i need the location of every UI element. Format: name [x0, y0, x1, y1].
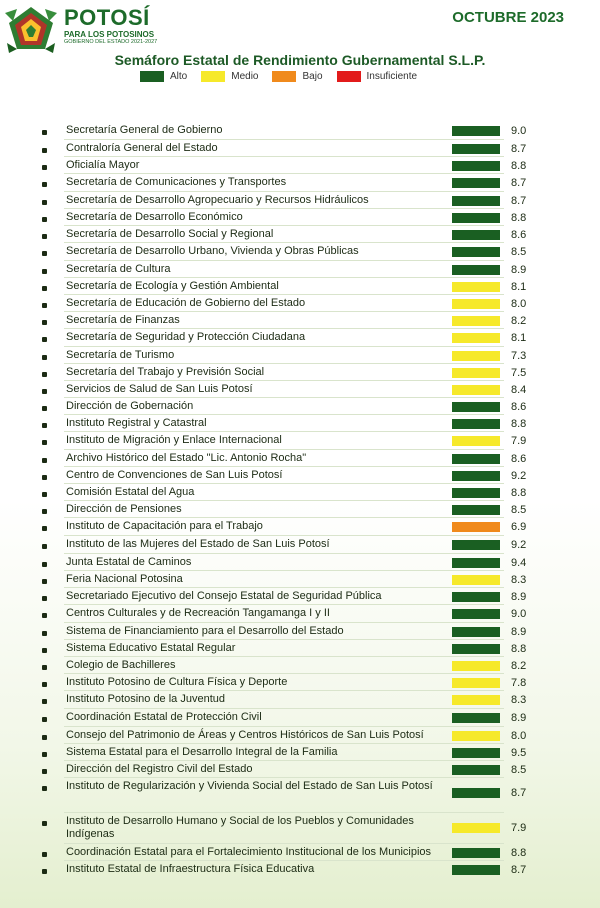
bullet-icon — [42, 355, 47, 360]
row-divider — [64, 726, 504, 727]
agency-name: Secretaría de Cultura — [66, 263, 171, 275]
agency-name: Instituto de Capacitación para el Trabajo — [66, 520, 263, 532]
row-divider — [64, 242, 504, 243]
row-divider — [64, 260, 504, 261]
performance-bar — [452, 454, 500, 464]
row-divider — [64, 208, 504, 209]
performance-bar — [452, 161, 500, 171]
row-divider — [64, 466, 504, 467]
bullet-icon — [42, 665, 47, 670]
performance-bar — [452, 865, 500, 875]
score-value: 9.2 — [511, 539, 527, 551]
bullet-icon — [42, 769, 47, 774]
row-divider — [64, 812, 504, 813]
score-value: 8.7 — [511, 177, 527, 189]
row-divider — [64, 743, 504, 744]
performance-bar — [452, 661, 500, 671]
score-value: 8.2 — [511, 660, 527, 672]
performance-bar — [452, 471, 500, 481]
agency-name: Secretaría de Finanzas — [66, 314, 180, 326]
agency-name: Sistema de Financiamiento para el Desarrollo del Estado — [66, 625, 344, 637]
performance-bar — [452, 196, 500, 206]
row-divider — [64, 517, 504, 518]
bullet-icon — [42, 786, 47, 791]
bullet-icon — [42, 752, 47, 757]
row-divider — [64, 225, 504, 226]
row-divider — [64, 604, 504, 605]
agency-name: Secretaría de Desarrollo Agropecuario y Recursos Hidráulicos — [66, 194, 369, 206]
bullet-icon — [42, 596, 47, 601]
agency-name: Secretaría General de Gobierno — [66, 124, 223, 136]
bullet-icon — [42, 821, 47, 826]
score-value: 8.0 — [511, 298, 527, 310]
row-divider — [64, 860, 504, 861]
bullet-icon — [42, 717, 47, 722]
agency-name: Secretaría de Comunicaciones y Transportes — [66, 176, 287, 188]
performance-bar — [452, 282, 500, 292]
agency-name: Oficialía Mayor — [66, 159, 140, 171]
score-value: 8.3 — [511, 574, 527, 586]
agency-name: Secretaría del Trabajo y Previsión Social — [66, 366, 265, 378]
performance-bar — [452, 333, 500, 343]
row-divider — [64, 500, 504, 501]
row-divider — [64, 294, 504, 295]
row-divider — [64, 622, 504, 623]
bullet-icon — [42, 631, 47, 636]
row-divider — [64, 483, 504, 484]
bullet-icon — [42, 406, 47, 411]
performance-bar — [452, 592, 500, 602]
agency-name: Instituto de Migración y Enlace Internacional — [66, 434, 282, 446]
agency-name: Secretaría de Desarrollo Económico — [66, 211, 243, 223]
row-divider — [64, 363, 504, 364]
row-divider — [64, 639, 504, 640]
performance-bar — [452, 213, 500, 223]
score-value: 7.5 — [511, 367, 527, 379]
row-divider — [64, 673, 504, 674]
bullet-icon — [42, 200, 47, 205]
agency-name: Archivo Histórico del Estado "Lic. Antonio Rocha" — [66, 452, 307, 464]
performance-bar — [452, 436, 500, 446]
bullet-icon — [42, 286, 47, 291]
bullet-icon — [42, 320, 47, 325]
performance-bar — [452, 144, 500, 154]
performance-bar — [452, 419, 500, 429]
agency-name: Coordinación Estatal de Protección Civil — [66, 711, 262, 723]
bullet-icon — [42, 544, 47, 549]
agency-name: Contraloría General del Estado — [66, 142, 218, 154]
row-divider — [64, 777, 504, 778]
agency-name: Consejo del Patrimonio de Áreas y Centros Históricos de San Luis Potosí — [66, 729, 424, 741]
performance-bar — [452, 823, 500, 833]
bullet-icon — [42, 526, 47, 531]
agency-name: Secretaría de Turismo — [66, 349, 175, 361]
agency-name: Centros Culturales y de Recreación Tangamanga I y II — [66, 607, 330, 619]
bullet-icon — [42, 852, 47, 857]
performance-bar — [452, 522, 500, 532]
performance-bar — [452, 351, 500, 361]
performance-bar — [452, 644, 500, 654]
performance-bar — [452, 558, 500, 568]
performance-bar — [452, 609, 500, 619]
performance-bar — [452, 265, 500, 275]
agency-name: Servicios de Salud de San Luis Potosí — [66, 383, 253, 395]
row-divider — [64, 553, 504, 554]
bullet-icon — [42, 735, 47, 740]
agency-name: Dirección del Registro Civil del Estado — [66, 763, 253, 775]
performance-bar — [452, 316, 500, 326]
performance-bar — [452, 765, 500, 775]
bullet-icon — [42, 509, 47, 514]
row-divider — [64, 708, 504, 709]
performance-bar — [452, 402, 500, 412]
row-divider — [64, 535, 504, 536]
performance-bar — [452, 299, 500, 309]
performance-bar — [452, 178, 500, 188]
legend-label-bajo: Bajo — [302, 71, 323, 82]
bullet-icon — [42, 562, 47, 567]
agency-name: Instituto Estatal de Infraestructura Física Educativa — [66, 863, 315, 875]
row-divider — [64, 760, 504, 761]
score-value: 8.8 — [511, 160, 527, 172]
agency-name: Secretariado Ejecutivo del Consejo Estatal de Seguridad Pública — [66, 590, 382, 602]
score-value: 8.6 — [511, 453, 527, 465]
score-value: 8.5 — [511, 764, 527, 776]
score-value: 8.9 — [511, 591, 527, 603]
row-divider — [64, 380, 504, 381]
score-value: 8.1 — [511, 281, 527, 293]
row-divider — [64, 656, 504, 657]
bullet-icon — [42, 337, 47, 342]
bullet-icon — [42, 165, 47, 170]
bullet-icon — [42, 389, 47, 394]
bullet-icon — [42, 648, 47, 653]
row-divider — [64, 449, 504, 450]
score-value: 6.9 — [511, 521, 527, 533]
score-value: 7.9 — [511, 822, 527, 834]
score-value: 8.8 — [511, 847, 527, 859]
row-divider — [64, 277, 504, 278]
row-divider — [64, 414, 504, 415]
score-value: 8.5 — [511, 246, 527, 258]
agency-name: Dirección de Gobernación — [66, 400, 194, 412]
score-value: 8.5 — [511, 504, 527, 516]
performance-bar — [452, 695, 500, 705]
bullet-icon — [42, 492, 47, 497]
page-title: Semáforo Estatal de Rendimiento Gubernamental S.L.P. — [114, 52, 486, 68]
score-value: 8.6 — [511, 401, 527, 413]
performance-bar — [452, 627, 500, 637]
row-divider — [64, 139, 504, 140]
performance-bar — [452, 505, 500, 515]
row-divider — [64, 311, 504, 312]
bullet-icon — [42, 699, 47, 704]
agency-name: Secretaría de Educación de Gobierno del Estado — [66, 297, 306, 309]
bullet-icon — [42, 372, 47, 377]
performance-bar — [452, 230, 500, 240]
row-divider — [64, 173, 504, 174]
row-divider — [64, 328, 504, 329]
bullet-icon — [42, 475, 47, 480]
agency-name: Instituto de Regularización y Vivienda Social del Estado de San Luis Potosí — [66, 780, 433, 792]
performance-bar — [452, 848, 500, 858]
agency-name: Coordinación Estatal para el Fortalecimiento Institucional de los Municipios — [66, 846, 432, 858]
bullet-icon — [42, 682, 47, 687]
row-divider — [64, 397, 504, 398]
bullet-icon — [42, 130, 47, 135]
performance-bar — [452, 126, 500, 136]
bullet-icon — [42, 234, 47, 239]
score-value: 8.9 — [511, 264, 527, 276]
performance-bar — [452, 748, 500, 758]
agency-name: Junta Estatal de Caminos — [66, 556, 192, 568]
score-value: 7.3 — [511, 350, 527, 362]
performance-bar — [452, 247, 500, 257]
agency-name: Secretaría de Desarrollo Urbano, Vivienda y Obras Públicas — [66, 245, 359, 257]
performance-bar — [452, 488, 500, 498]
score-value: 8.6 — [511, 229, 527, 241]
agency-name: Instituto de las Mujeres del Estado de San Luis Potosí — [66, 538, 330, 550]
agency-name: Secretaría de Seguridad y Protección Ciudadana — [66, 331, 306, 343]
row-divider — [64, 843, 504, 844]
brand-subtitle: GOBIERNO DEL ESTADO 2021-2027 — [64, 39, 158, 45]
agency-name: Centro de Convenciones de San Luis Potosí — [66, 469, 283, 481]
bullet-icon — [42, 303, 47, 308]
performance-bar — [452, 713, 500, 723]
report-month: OCTUBRE 2023 — [452, 9, 564, 26]
agency-name: Dirección de Pensiones — [66, 503, 182, 515]
bullet-icon — [42, 440, 47, 445]
performance-bar — [452, 385, 500, 395]
score-value: 8.8 — [511, 643, 527, 655]
agency-name: Instituto Potosino de Cultura Física y Deporte — [66, 676, 288, 688]
performance-bar — [452, 788, 500, 798]
score-value: 9.0 — [511, 608, 527, 620]
score-value: 8.3 — [511, 694, 527, 706]
score-value: 9.0 — [511, 125, 527, 137]
performance-bar — [452, 731, 500, 741]
legend-label-medio: Medio — [231, 71, 259, 82]
row-divider — [64, 690, 504, 691]
row-divider — [64, 346, 504, 347]
brand-name: POTOSÍ — [64, 5, 150, 30]
score-value: 8.4 — [511, 384, 527, 396]
brand-tagline: PARA LOS POTOSINOS — [64, 30, 155, 39]
bullet-icon — [42, 251, 47, 256]
agency-name: Secretaría de Ecología y Gestión Ambiental — [66, 280, 279, 292]
legend-label-insuficiente: Insuficiente — [366, 71, 418, 82]
score-value: 8.7 — [511, 787, 527, 799]
row-divider — [64, 587, 504, 588]
bullet-icon — [42, 148, 47, 153]
agency-name: Feria Nacional Potosina — [66, 573, 183, 585]
score-value: 8.9 — [511, 712, 527, 724]
score-value: 9.2 — [511, 470, 527, 482]
agency-name: Colegio de Bachilleres — [66, 659, 176, 671]
agency-name: Instituto Registral y Catastral — [66, 417, 207, 429]
bullet-icon — [42, 182, 47, 187]
performance-bar — [452, 540, 500, 550]
bullet-icon — [42, 423, 47, 428]
bullet-icon — [42, 217, 47, 222]
bullet-icon — [42, 869, 47, 874]
score-value: 9.4 — [511, 557, 527, 569]
row-divider — [64, 191, 504, 192]
row-divider — [64, 156, 504, 157]
bullet-icon — [42, 458, 47, 463]
agency-name: Secretaría de Desarrollo Social y Regional — [66, 228, 274, 240]
score-value: 7.9 — [511, 435, 527, 447]
row-divider — [64, 570, 504, 571]
score-value: 8.7 — [511, 864, 527, 876]
legend-label-alto: Alto — [170, 71, 188, 82]
score-value: 8.2 — [511, 315, 527, 327]
agency-name: Comisión Estatal del Agua — [66, 486, 195, 498]
score-value: 8.7 — [511, 143, 527, 155]
performance-bar — [452, 575, 500, 585]
agency-name: Sistema Estatal para el Desarrollo Integral de la Familia — [66, 746, 338, 758]
agency-name: Sistema Educativo Estatal Regular — [66, 642, 236, 654]
bullet-icon — [42, 269, 47, 274]
agency-name: Instituto de Desarrollo Humano y Social de los Pueblos y Comunidades Indígenas — [66, 815, 414, 840]
score-value: 8.9 — [511, 626, 527, 638]
score-value: 8.0 — [511, 730, 527, 742]
row-divider — [64, 431, 504, 432]
score-value: 9.5 — [511, 747, 527, 759]
score-value: 8.8 — [511, 487, 527, 499]
bullet-icon — [42, 579, 47, 584]
score-value: 8.8 — [511, 418, 527, 430]
bullet-icon — [42, 613, 47, 618]
score-value: 7.8 — [511, 677, 527, 689]
performance-bar — [452, 368, 500, 378]
score-value: 8.7 — [511, 195, 527, 207]
agency-name: Instituto Potosino de la Juventud — [66, 693, 225, 705]
score-value: 8.8 — [511, 212, 527, 224]
score-value: 8.1 — [511, 332, 527, 344]
performance-bar — [452, 678, 500, 688]
